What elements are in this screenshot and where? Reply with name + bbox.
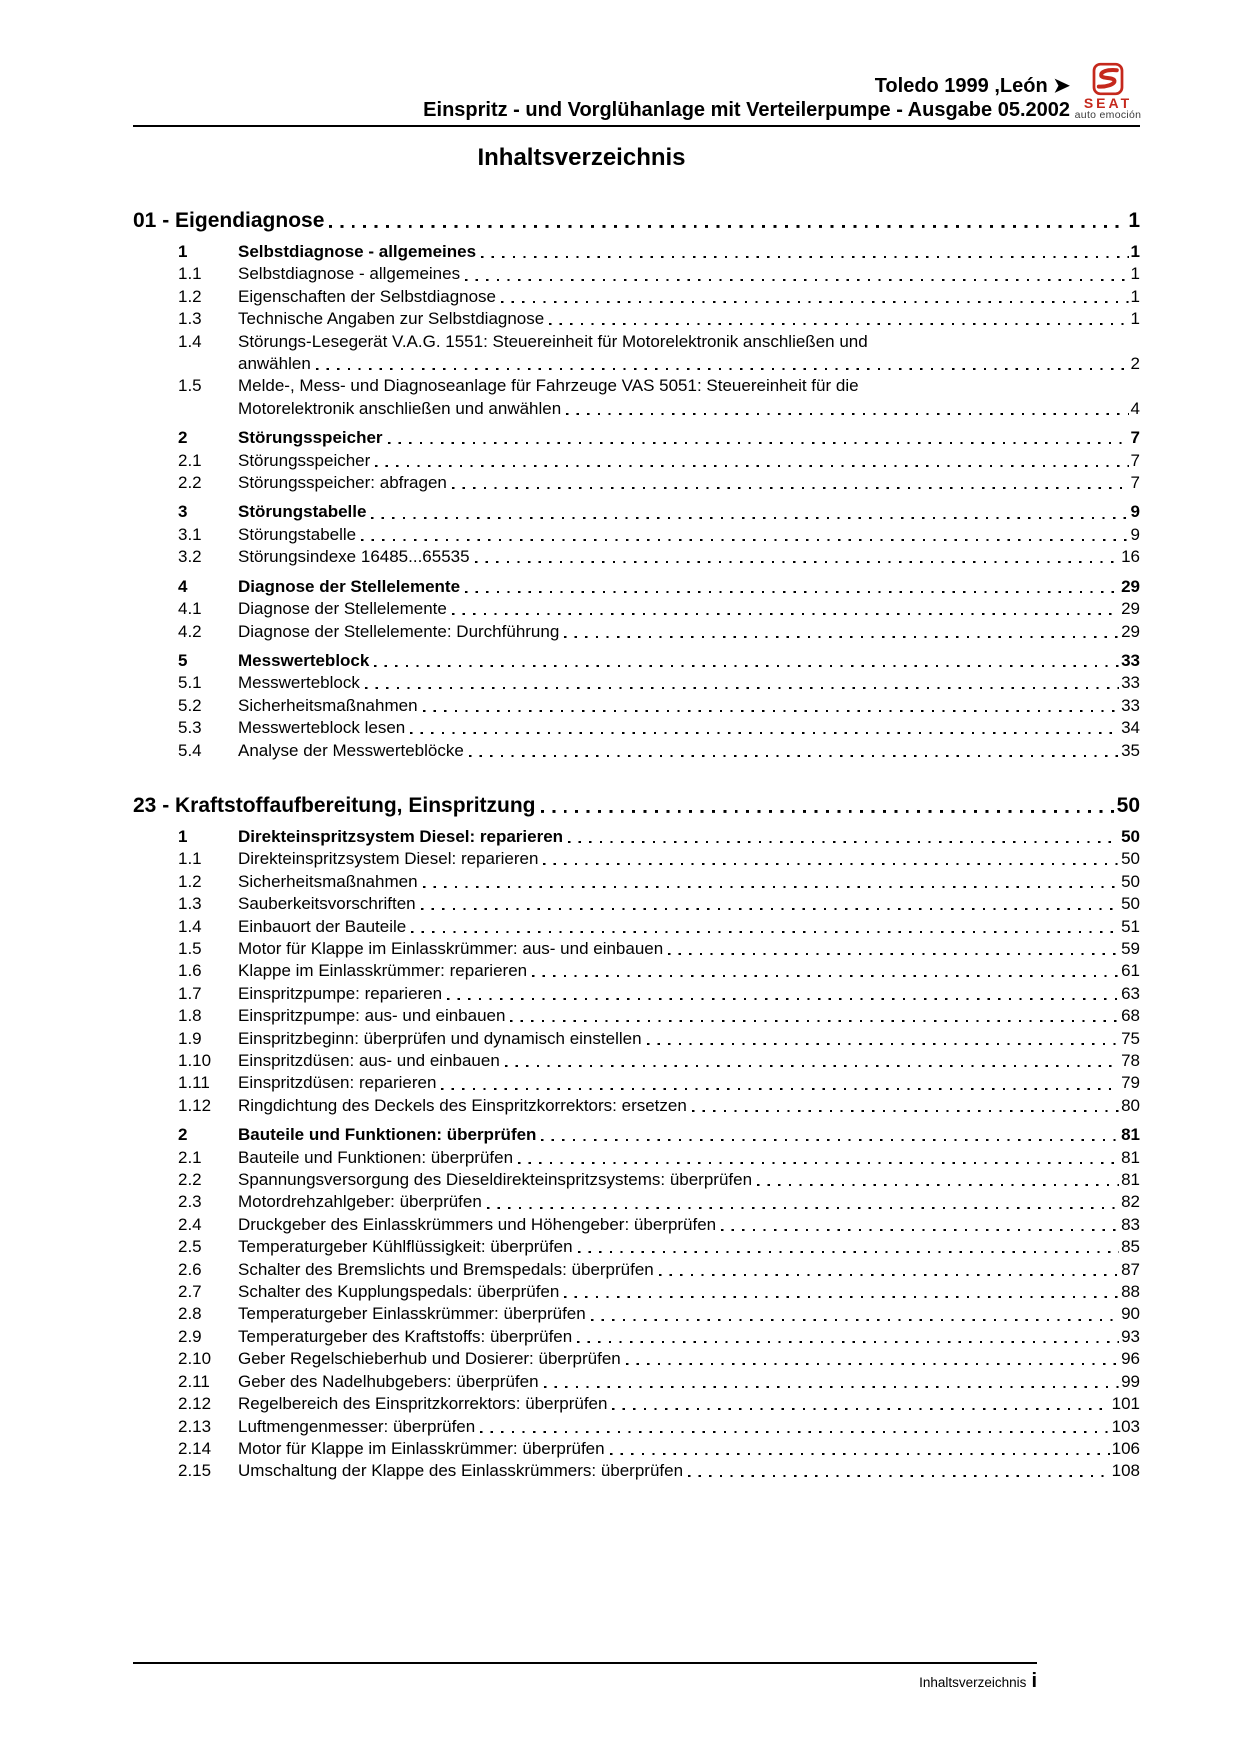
toc-entry-number: 2.3 xyxy=(178,1192,202,1212)
toc-entry-title: Ringdichtung des Deckels des Einspritzkorrektors: ersetzen xyxy=(238,1095,687,1115)
toc-entry-page-number: 93 xyxy=(1121,1326,1140,1346)
toc-entry-number: 1.11 xyxy=(178,1073,210,1093)
toc-entry-page-number: 29 xyxy=(1121,576,1140,596)
toc-entry xyxy=(133,621,1140,643)
dotted-leader xyxy=(487,1191,1119,1213)
toc-entry-number: 4.1 xyxy=(178,599,202,619)
toc-entry-page-number: 103 xyxy=(1111,1416,1140,1436)
toc-entry-page-number: 9 xyxy=(1130,502,1140,522)
toc-entry xyxy=(133,472,1140,494)
dotted-leader xyxy=(541,792,1115,819)
toc-entry xyxy=(133,960,1140,982)
toc-entry-title: Einbauort der Bauteile xyxy=(238,916,407,936)
toc-entry-number: 2 xyxy=(178,1125,188,1145)
toc-entry xyxy=(133,695,1140,717)
dotted-leader xyxy=(423,871,1120,893)
toc-entry xyxy=(133,1281,1140,1303)
toc-entry xyxy=(133,1191,1140,1213)
toc-entry-title: Einspritzpumpe: aus- und einbauen xyxy=(238,1006,506,1026)
dotted-leader xyxy=(591,1303,1119,1325)
toc-chapter-page-number: 50 xyxy=(1116,793,1140,817)
dotted-leader xyxy=(505,1050,1119,1072)
toc-entry-title: Analyse der Messwerteblöcke xyxy=(238,740,464,760)
toc-entry xyxy=(133,893,1140,915)
toc-entry-number: 1.3 xyxy=(178,309,202,329)
toc-entry-number: 3.1 xyxy=(178,524,202,544)
toc-entry-page-number: 85 xyxy=(1121,1237,1140,1257)
toc-entry-number: 2.1 xyxy=(178,1147,202,1167)
toc-entry xyxy=(133,1005,1140,1027)
dotted-leader xyxy=(480,1416,1109,1438)
dotted-leader xyxy=(541,1124,1119,1146)
dotted-leader xyxy=(374,650,1119,672)
toc-entry-title: Diagnose der Stellelemente xyxy=(238,599,447,619)
toc-entry-page-number: 50 xyxy=(1121,826,1140,846)
dotted-leader xyxy=(316,353,1129,375)
toc-entry-number: 1.2 xyxy=(178,286,202,306)
toc-chapter-label: 23 - Kraftstoffaufbereitung, Einspritzung xyxy=(133,793,536,817)
toc-entry-number: 2.7 xyxy=(178,1282,202,1302)
toc-entry xyxy=(133,1028,1140,1050)
toc-entry-title: Einspritzdüsen: aus- und einbauen xyxy=(238,1051,500,1070)
toc-entry-page-number: 50 xyxy=(1121,871,1140,891)
toc-entry-title: Störungs-Lesegerät V.A.G. 1551: Steuereinheit für Motorelektronik anschließen und xyxy=(238,331,868,351)
toc-entry xyxy=(133,983,1140,1005)
toc-entry-number: 2.2 xyxy=(178,473,202,493)
toc-entry xyxy=(133,308,1140,330)
dotted-leader xyxy=(329,207,1126,234)
toc-entry xyxy=(133,524,1140,546)
toc-entry xyxy=(133,1460,1140,1482)
toc-entry-number: 5.1 xyxy=(178,673,202,693)
toc-entry-page-number: 78 xyxy=(1121,1051,1140,1070)
toc-entry-number: 2.9 xyxy=(178,1326,202,1346)
dotted-leader xyxy=(612,1393,1109,1415)
dotted-leader xyxy=(721,1214,1119,1236)
toc-entry-title: Störungstabelle xyxy=(238,502,367,522)
dotted-leader xyxy=(626,1348,1119,1370)
toc-entry xyxy=(133,450,1140,472)
toc-entry-number: 2.12 xyxy=(178,1394,212,1414)
toc-entry-number: 2.4 xyxy=(178,1214,202,1234)
footer-page-number: i xyxy=(1031,1670,1037,1692)
header xyxy=(423,74,1070,122)
toc-entry-page-number: 33 xyxy=(1121,650,1140,670)
toc-entry-number: 4.2 xyxy=(178,621,202,641)
toc-entry xyxy=(133,576,1140,598)
toc-entry-number: 2.11 xyxy=(178,1371,210,1391)
dotted-leader xyxy=(647,1028,1120,1050)
toc-entry xyxy=(133,938,1140,960)
toc-entry-number: 4 xyxy=(178,576,188,596)
dotted-leader xyxy=(371,501,1128,523)
toc-entry xyxy=(133,1095,1140,1117)
toc-entry-number: 1.6 xyxy=(178,961,202,981)
toc-entry-title: Motor für Klappe im Einlasskrümmer: aus- und einbauen xyxy=(238,938,664,958)
toc-entry-number: 1.8 xyxy=(178,1006,202,1026)
toc-entry-title: Motordrehzahlgeber: überprüfen xyxy=(238,1192,482,1212)
toc-entry-title: Einspritzdüsen: reparieren xyxy=(238,1073,437,1093)
toc-entry-page-number: 51 xyxy=(1121,916,1140,936)
dotted-leader xyxy=(566,398,1128,420)
toc-entry xyxy=(133,916,1140,938)
toc-entry xyxy=(133,650,1140,672)
footer-divider xyxy=(133,1662,1037,1664)
dotted-leader xyxy=(411,916,1119,938)
toc-entry-page-number: 101 xyxy=(1111,1394,1140,1414)
toc-entry-page-number: 2 xyxy=(1130,354,1140,374)
toc-entry-title: Geber des Nadelhubgebers: überprüfen xyxy=(238,1371,539,1391)
toc-entry-title: Technische Angaben zur Selbstdiagnose xyxy=(238,309,545,329)
toc-entry xyxy=(133,871,1140,893)
toc-entry-page-number: 99 xyxy=(1121,1371,1140,1391)
toc-entry-page-number: 35 xyxy=(1121,740,1140,760)
dotted-leader xyxy=(543,848,1119,870)
toc-entry-title: Klappe im Einlasskrümmer: reparieren xyxy=(238,961,528,981)
toc-entry xyxy=(133,1303,1140,1325)
dotted-leader xyxy=(564,1281,1119,1303)
toc-entry-page-number: 33 xyxy=(1121,673,1140,693)
toc-entry-number: 5 xyxy=(178,650,188,670)
toc-entry-number: 5.2 xyxy=(178,695,202,715)
toc-entry-title: Eigenschaften der Selbstdiagnose xyxy=(238,286,497,306)
toc-entry xyxy=(133,1072,1140,1094)
toc-entry-page-number: 16 xyxy=(1121,547,1140,567)
toc-chapter-heading xyxy=(133,207,1140,234)
toc-entry-page-number: 34 xyxy=(1121,718,1140,738)
dotted-leader xyxy=(388,427,1129,449)
dotted-leader xyxy=(361,524,1128,546)
toc-entry-number: 1.7 xyxy=(178,983,202,1003)
toc-entry-page-number: 50 xyxy=(1121,894,1140,914)
header-model-line: Toledo 1999 ,León ➤ xyxy=(874,75,1070,97)
toc-entry-page-number: 81 xyxy=(1121,1170,1140,1190)
toc-entry-page-number: 7 xyxy=(1130,450,1140,470)
toc-entry-number: 1.5 xyxy=(178,376,202,396)
toc-chapter-heading xyxy=(133,792,1140,819)
toc-entry-number: 5.4 xyxy=(178,740,202,760)
toc-entry-page-number: 29 xyxy=(1121,621,1140,641)
dotted-leader xyxy=(544,1371,1120,1393)
toc-entry-page-number: 79 xyxy=(1121,1073,1140,1093)
toc-entry xyxy=(133,740,1140,762)
toc-chapter xyxy=(133,207,1140,762)
dotted-leader xyxy=(452,472,1129,494)
toc-entry-page-number: 63 xyxy=(1121,983,1140,1003)
toc-entry-number: 2.8 xyxy=(178,1304,202,1324)
toc-entry xyxy=(133,1050,1140,1072)
toc-entry-continuation xyxy=(133,353,1140,375)
toc-entry-title: Bauteile und Funktionen: überprüfen xyxy=(238,1125,537,1145)
toc-entry-number: 1.5 xyxy=(178,938,202,958)
toc-entry-page-number: 96 xyxy=(1121,1349,1140,1369)
toc-entry xyxy=(133,717,1140,739)
seat-logo-tagline: auto emoción xyxy=(1074,109,1142,121)
toc-entry-number: 2.15 xyxy=(178,1461,212,1481)
toc-entry xyxy=(133,1371,1140,1393)
toc-entry-title: Motor für Klappe im Einlasskrümmer: überprüfen xyxy=(238,1438,605,1458)
toc-entry-title: Selbstdiagnose - allgemeines xyxy=(238,242,477,261)
dotted-leader xyxy=(757,1169,1119,1191)
toc-entry-page-number: 50 xyxy=(1121,849,1140,869)
toc-entry-page-number: 7 xyxy=(1130,473,1140,493)
toc-entry-title: Spannungsversorgung des Dieseldirekteinspritzsystems: überprüfen xyxy=(238,1170,753,1190)
toc-entry-title: Regelbereich des Einspritzkorrektors: überprüfen xyxy=(238,1394,608,1414)
toc-entry-title: Sauberkeitsvorschriften xyxy=(238,894,416,914)
footer-label: Inhaltsverzeichnis xyxy=(919,1675,1027,1690)
toc-entry xyxy=(133,1348,1140,1370)
dotted-leader xyxy=(465,263,1128,285)
toc-entry xyxy=(133,1169,1140,1191)
toc-entry-page-number: 81 xyxy=(1121,1147,1140,1167)
toc-entry-number: 2.6 xyxy=(178,1259,202,1279)
toc-entry-title: Druckgeber des Einlasskrümmers und Höhengeber: überprüfen xyxy=(238,1214,717,1234)
toc xyxy=(133,207,1140,1483)
toc-entry-title: Temperaturgeber Einlasskrümmer: überprüfen xyxy=(238,1304,586,1324)
toc-entry-page-number: 1 xyxy=(1130,286,1140,306)
toc-entry-title: Umschaltung der Klappe des Einlasskrümmers: überprüfen xyxy=(238,1461,684,1481)
toc-entry-number: 1 xyxy=(178,242,188,261)
dotted-leader xyxy=(549,308,1128,330)
toc-entry-page-number: 82 xyxy=(1121,1192,1140,1212)
toc-chapter-label: 01 - Eigendiagnose xyxy=(133,209,325,232)
toc-entry-page-number: 61 xyxy=(1121,961,1140,981)
toc-entry-title: Temperaturgeber des Kraftstoffs: überprüfen xyxy=(238,1326,573,1346)
dotted-leader xyxy=(568,826,1119,848)
toc-entry-title: Schalter des Kupplungspedals: überprüfen xyxy=(238,1282,560,1302)
toc-entry-page-number: 108 xyxy=(1111,1461,1140,1481)
dotted-leader xyxy=(692,1095,1119,1117)
dotted-leader xyxy=(578,1236,1120,1258)
toc-entry xyxy=(133,501,1140,523)
toc-entry-number: 1.9 xyxy=(178,1028,202,1048)
toc-entry-page-number: 9 xyxy=(1130,524,1140,544)
dotted-leader xyxy=(441,1072,1119,1094)
toc-entry-title: Sicherheitsmaßnahmen xyxy=(238,871,418,891)
toc-entry-title: Störungsspeicher xyxy=(238,450,371,470)
toc-entry-title: Selbstdiagnose - allgemeines xyxy=(238,264,461,284)
toc-entry-title: Störungsspeicher xyxy=(238,428,383,448)
toc-entry-page-number: 75 xyxy=(1121,1028,1140,1048)
toc-entry xyxy=(133,1326,1140,1348)
dotted-leader xyxy=(518,1147,1119,1169)
toc-entry xyxy=(133,598,1140,620)
toc-entry xyxy=(133,1438,1140,1460)
toc-entry-number: 2.5 xyxy=(178,1237,202,1257)
dotted-leader xyxy=(423,695,1120,717)
toc-entry-page-number: 81 xyxy=(1121,1125,1140,1145)
page-title: Inhaltsverzeichnis xyxy=(477,144,686,171)
toc-entry xyxy=(133,826,1140,848)
dotted-leader xyxy=(365,672,1119,694)
dotted-leader xyxy=(452,598,1119,620)
toc-entry-number: 2.10 xyxy=(178,1349,212,1369)
toc-entry-title: Temperaturgeber Kühlflüssigkeit: überprüfen xyxy=(238,1237,573,1257)
toc-entry xyxy=(133,672,1140,694)
toc-entry-number: 1.2 xyxy=(178,871,202,891)
toc-entry-number: 2.2 xyxy=(178,1170,202,1190)
toc-entry-page-number: 1 xyxy=(1130,264,1140,284)
toc-entry-title: Messwerteblock xyxy=(238,650,370,670)
toc-entry-number: 3 xyxy=(178,502,188,522)
dotted-leader xyxy=(481,241,1128,263)
toc-entry-number: 1.3 xyxy=(178,894,202,914)
dotted-leader xyxy=(659,1259,1119,1281)
dotted-leader xyxy=(465,576,1119,598)
toc-entry xyxy=(133,546,1140,568)
toc-entry-number: 5.3 xyxy=(178,718,202,738)
toc-entry-page-number: 83 xyxy=(1121,1214,1140,1234)
toc-entry xyxy=(133,1259,1140,1281)
toc-entry-number: 1.10 xyxy=(178,1051,212,1070)
header-subtitle-line: Einspritz - und Vorglühanlage mit Verteilerpumpe - Ausgabe 05.2002 xyxy=(423,99,1070,121)
toc-entry-page-number: 7 xyxy=(1130,428,1140,448)
toc-entry xyxy=(133,1393,1140,1415)
toc-entry xyxy=(133,375,1140,397)
toc-entry-title: Direkteinspritzsystem Diesel: reparieren xyxy=(238,849,539,869)
toc-entry-number: 2.13 xyxy=(178,1416,212,1436)
toc-entry xyxy=(133,263,1140,285)
seat-logo xyxy=(1074,62,1142,121)
toc-entry-page-number: 59 xyxy=(1121,938,1140,958)
dotted-leader xyxy=(564,621,1119,643)
toc-entry-page-number: 68 xyxy=(1121,1006,1140,1026)
toc-entry-number: 1.12 xyxy=(178,1095,212,1115)
toc-entry-title: Direkteinspritzsystem Diesel: reparieren xyxy=(238,826,564,846)
toc-entry-title: Diagnose der Stellelemente xyxy=(238,576,461,596)
seat-logo-icon xyxy=(1092,62,1124,96)
toc-entry xyxy=(133,1416,1140,1438)
toc-entry-page-number: 33 xyxy=(1121,695,1140,715)
toc-entry-page-number: 80 xyxy=(1121,1095,1140,1115)
toc-entry-title: Störungsindexe 16485...65535 xyxy=(238,547,470,567)
toc-entry-page-number: 1 xyxy=(1130,242,1140,261)
toc-entry-number: 1.4 xyxy=(178,331,202,351)
toc-entry-title: Motorelektronik anschließen und anwählen xyxy=(238,398,562,418)
toc-entry-title: Schalter des Bremslichts und Bremspedals: überprüfen xyxy=(238,1259,654,1279)
toc-entry-title: Diagnose der Stellelemente: Durchführung xyxy=(238,621,560,641)
dotted-leader xyxy=(375,450,1128,472)
footer xyxy=(133,1670,1037,1693)
toc-chapter-page-number: 1 xyxy=(1128,209,1140,232)
toc-entry xyxy=(133,1214,1140,1236)
toc-entry-title: Störungstabelle xyxy=(238,524,357,544)
toc-entry-page-number: 87 xyxy=(1121,1259,1140,1279)
dotted-leader xyxy=(475,546,1120,568)
seat-logo-brand: SEAT xyxy=(1083,95,1133,111)
toc-entry xyxy=(133,286,1140,308)
toc-entry-number: 1.4 xyxy=(178,916,202,936)
toc-entry-number: 3.2 xyxy=(178,547,202,567)
dotted-leader xyxy=(668,938,1119,960)
toc-entry xyxy=(133,331,1140,353)
dotted-leader xyxy=(421,893,1119,915)
toc-entry xyxy=(133,1236,1140,1258)
toc-entry xyxy=(133,848,1140,870)
dotted-leader xyxy=(447,983,1119,1005)
toc-entry-continuation xyxy=(133,398,1140,420)
toc-entry-number: 2 xyxy=(178,428,188,448)
toc-entry-title: Melde-, Mess- und Diagnoseanlage für Fahrzeuge VAS 5051: Steuereinheit für die xyxy=(238,376,859,396)
toc-entry-number: 2.1 xyxy=(178,450,202,470)
toc-entry-title: Einspritzpumpe: reparieren xyxy=(238,983,443,1003)
toc-entry-number: 2.14 xyxy=(178,1438,212,1458)
toc-entry-number: 1.1 xyxy=(178,849,202,869)
toc-entry-title: Sicherheitsmaßnahmen xyxy=(238,695,418,715)
toc-entry xyxy=(133,241,1140,263)
dotted-leader xyxy=(510,1005,1119,1027)
dotted-leader xyxy=(410,717,1119,739)
toc-entry-page-number: 106 xyxy=(1111,1438,1140,1458)
toc-entry-title: Messwerteblock lesen xyxy=(238,718,406,738)
toc-entry xyxy=(133,1147,1140,1169)
dotted-leader xyxy=(688,1460,1110,1482)
dotted-leader xyxy=(532,960,1119,982)
dotted-leader xyxy=(469,740,1119,762)
toc-entry xyxy=(133,1124,1140,1146)
toc-entry-page-number: 1 xyxy=(1130,309,1140,329)
toc-entry-page-number: 29 xyxy=(1121,599,1140,619)
toc-entry xyxy=(133,427,1140,449)
dotted-leader xyxy=(610,1438,1110,1460)
toc-entry-title: anwählen xyxy=(238,354,311,374)
toc-entry-title: Luftmengenmesser: überprüfen xyxy=(238,1416,476,1436)
dotted-leader xyxy=(577,1326,1119,1348)
dotted-leader xyxy=(501,286,1129,308)
header-divider xyxy=(133,125,1140,127)
toc-entry-page-number: 88 xyxy=(1121,1282,1140,1302)
toc-entry-title: Bauteile und Funktionen: überprüfen xyxy=(238,1147,514,1167)
toc-entry-page-number: 4 xyxy=(1130,398,1140,418)
toc-entry-title: Geber Regelschieberhub und Dosierer: überprüfen xyxy=(238,1349,621,1369)
toc-entry-title: Einspritzbeginn: überprüfen und dynamisch einstellen xyxy=(238,1028,642,1048)
toc-entry-page-number: 90 xyxy=(1121,1304,1140,1324)
toc-entry-title: Störungsspeicher: abfragen xyxy=(238,473,447,493)
toc-entry-number: 1 xyxy=(178,826,188,846)
toc-entry-number: 1.1 xyxy=(178,264,202,284)
toc-chapter xyxy=(133,792,1140,1483)
toc-entry-title: Messwerteblock xyxy=(238,673,360,693)
